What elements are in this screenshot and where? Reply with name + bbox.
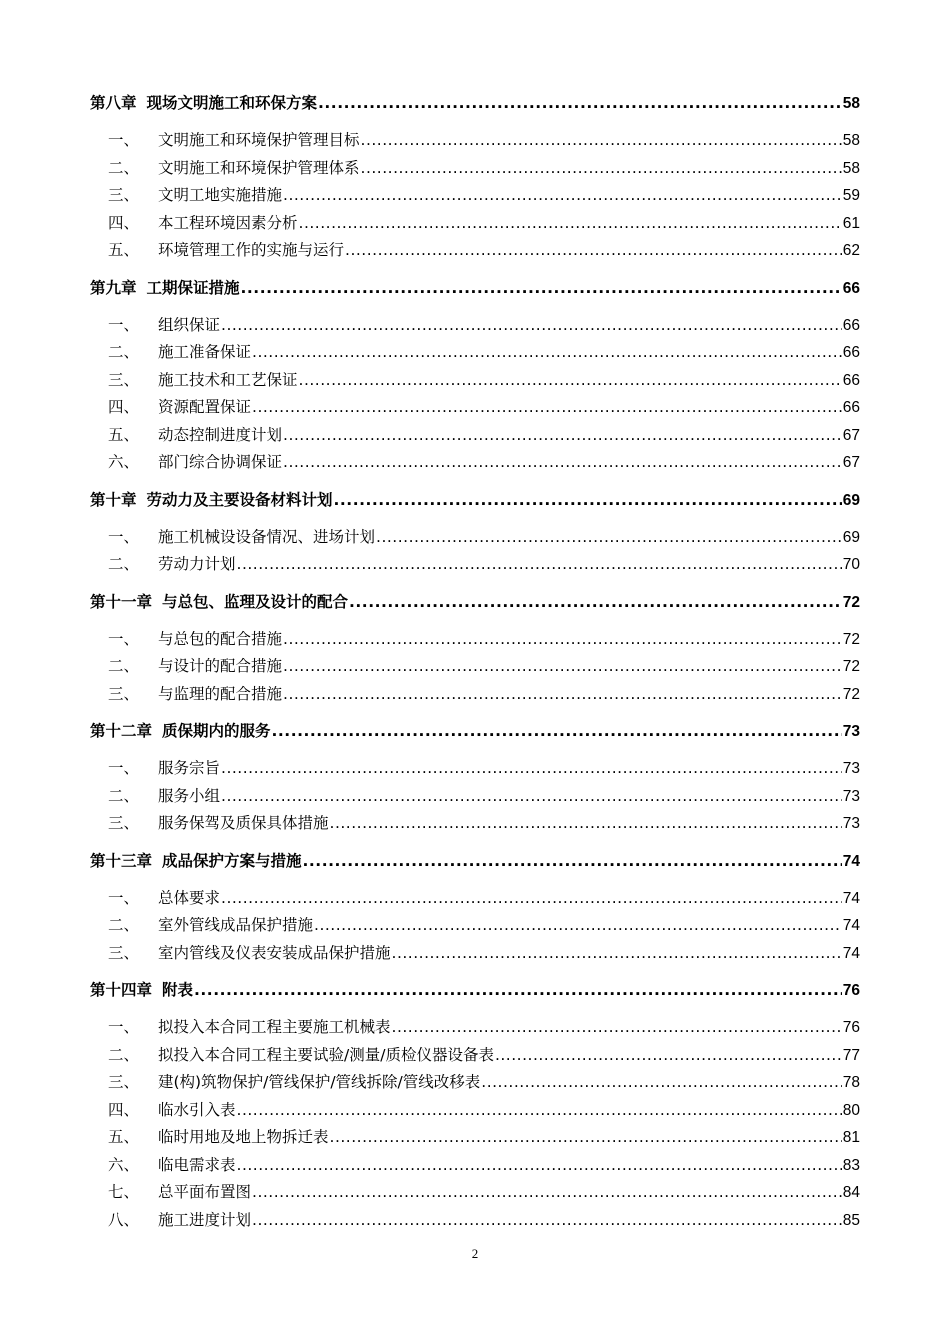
toc-dot-leader bbox=[318, 90, 842, 117]
toc-entry-number: 三、 bbox=[108, 186, 140, 204]
toc-entry-page: 73 bbox=[842, 815, 860, 832]
toc-entry-title: 临电需求表 bbox=[158, 1155, 236, 1174]
toc-entry-title: 施工技术和工艺保证 bbox=[158, 370, 298, 389]
toc-entry-title: 临时用地及地上物拆迁表 bbox=[158, 1128, 329, 1146]
toc-entry-number: 第十章 bbox=[90, 490, 137, 509]
page-number: 2 bbox=[471, 1246, 479, 1261]
toc-entry-number: 三、 bbox=[108, 684, 140, 703]
toc-entry-title: 总平面布置图 bbox=[158, 1183, 252, 1201]
toc-entry-page: 81 bbox=[842, 1129, 860, 1146]
toc-entry-page: 74 bbox=[842, 944, 860, 962]
toc-entry-title: 与总包、监理及设计的配合 bbox=[162, 592, 349, 611]
toc-entry-title: 服务小组 bbox=[158, 786, 221, 805]
toc-dot-leader bbox=[299, 367, 842, 395]
toc-dot-leader bbox=[272, 718, 842, 745]
toc-entry-title: 施工进度计划 bbox=[158, 1210, 252, 1229]
toc-entry-page: 77 bbox=[842, 1046, 860, 1064]
toc-dot-leader bbox=[237, 551, 842, 579]
toc-chapter-entry[interactable] bbox=[90, 848, 860, 875]
toc-dot-leader bbox=[334, 487, 842, 514]
toc-section-entry[interactable] bbox=[90, 810, 860, 838]
toc-entry-title: 拟投入本合同工程主要施工机械表 bbox=[158, 1018, 391, 1036]
toc-chapter-entry[interactable] bbox=[90, 90, 860, 117]
toc-dot-leader bbox=[495, 1042, 842, 1070]
toc-entry-number: 二、 bbox=[108, 343, 140, 361]
toc-section-entry[interactable] bbox=[90, 237, 860, 265]
toc-entry-title: 与总包的配合措施 bbox=[158, 629, 283, 648]
toc-entry-page: 74 bbox=[842, 852, 860, 870]
toc-entry-title: 组织保证 bbox=[158, 315, 221, 334]
toc-dot-leader bbox=[303, 848, 842, 875]
toc-dot-leader bbox=[237, 1097, 842, 1125]
toc-entry-title: 劳动力及主要设备材料计划 bbox=[146, 490, 333, 509]
toc-entry-page: 59 bbox=[842, 187, 860, 204]
toc-entry-number: 五、 bbox=[108, 1128, 140, 1146]
toc-dot-leader bbox=[283, 422, 842, 450]
toc-entry-title: 资源配置保证 bbox=[158, 398, 252, 416]
toc-dot-leader bbox=[283, 653, 842, 681]
toc-entry-page: 66 bbox=[842, 371, 860, 389]
toc-section-entry[interactable] bbox=[90, 755, 860, 783]
toc-section-entry[interactable] bbox=[90, 210, 860, 238]
toc-entry-page: 72 bbox=[842, 658, 860, 675]
toc-section-entry[interactable] bbox=[90, 339, 860, 367]
toc-section-entry[interactable] bbox=[90, 551, 860, 579]
toc-entry-page: 84 bbox=[842, 1184, 860, 1201]
toc-entry-number: 四、 bbox=[108, 398, 140, 416]
toc-section-entry[interactable] bbox=[90, 1014, 860, 1042]
toc-dot-leader bbox=[283, 681, 842, 709]
toc-dot-leader bbox=[194, 977, 842, 1004]
toc-dot-leader bbox=[481, 1069, 841, 1097]
toc-section-entry[interactable] bbox=[90, 367, 860, 395]
toc-section-entry[interactable] bbox=[90, 653, 860, 681]
toc-section-entry[interactable] bbox=[90, 1042, 860, 1070]
toc-dot-leader bbox=[392, 940, 842, 968]
toc-section-entry[interactable] bbox=[90, 912, 860, 940]
toc-dot-leader bbox=[330, 810, 842, 838]
toc-section-entry[interactable] bbox=[90, 681, 860, 709]
toc-entry-title: 与监理的配合措施 bbox=[158, 684, 283, 703]
toc-entry-page: 72 bbox=[842, 630, 860, 648]
toc-section-entry[interactable] bbox=[90, 1179, 860, 1207]
toc-entry-title: 本工程环境因素分析 bbox=[158, 213, 298, 232]
toc-entry-title: 劳动力计划 bbox=[158, 555, 236, 573]
toc-dot-leader bbox=[221, 312, 842, 340]
toc-dot-leader bbox=[252, 394, 842, 422]
toc-entry-title: 文明施工和环境保护管理目标 bbox=[158, 131, 360, 149]
toc-section-entry[interactable] bbox=[90, 524, 860, 552]
toc-entry-number: 一、 bbox=[108, 131, 140, 149]
toc-entry-number: 五、 bbox=[108, 425, 140, 444]
toc-dot-leader bbox=[252, 1179, 842, 1207]
toc-section-entry[interactable] bbox=[90, 182, 860, 210]
toc-section-entry[interactable] bbox=[90, 155, 860, 183]
toc-entry-page: 72 bbox=[842, 685, 860, 703]
toc-dot-leader bbox=[376, 524, 842, 552]
toc-entry-title: 文明施工和环境保护管理体系 bbox=[158, 158, 360, 177]
toc-entry-page: 69 bbox=[842, 491, 860, 509]
toc-entry-title: 室内管线及仪表安装成品保护措施 bbox=[158, 943, 391, 962]
toc-entry-number: 第十二章 bbox=[90, 722, 153, 740]
toc-section-entry[interactable] bbox=[90, 1207, 860, 1235]
toc-entry-page: 74 bbox=[842, 889, 860, 907]
toc-entry-number: 二、 bbox=[108, 657, 140, 675]
toc-entry-page: 85 bbox=[842, 1211, 860, 1229]
toc-entry-title: 部门综合协调保证 bbox=[158, 453, 283, 471]
toc-entry-page: 73 bbox=[842, 760, 860, 777]
toc-entry-number: 第八章 bbox=[90, 94, 137, 112]
toc-entry-page: 70 bbox=[842, 556, 860, 573]
toc-section-entry[interactable] bbox=[90, 312, 860, 340]
toc-dot-leader bbox=[241, 275, 842, 302]
toc-dot-leader bbox=[330, 1124, 842, 1152]
toc-section-entry[interactable] bbox=[90, 940, 860, 968]
toc-section-entry[interactable] bbox=[90, 1097, 860, 1125]
toc-entry-page: 66 bbox=[842, 316, 860, 334]
toc-entry-title: 文明工地实施措施 bbox=[158, 186, 283, 204]
toc-entry-title: 施工机械设设备情况、进场计划 bbox=[158, 527, 376, 546]
toc-dot-leader bbox=[283, 626, 842, 654]
toc-entry-page: 76 bbox=[842, 1019, 860, 1036]
toc-entry-title: 施工准备保证 bbox=[158, 343, 252, 361]
toc-entry-number: 八、 bbox=[108, 1210, 140, 1229]
toc-dot-leader bbox=[314, 912, 842, 940]
toc-entry-page: 73 bbox=[842, 787, 860, 805]
toc-dot-leader bbox=[392, 1014, 842, 1042]
toc-entry-number: 二、 bbox=[108, 555, 140, 573]
toc-chapter-entry[interactable] bbox=[90, 487, 860, 514]
toc-entry-number: 七、 bbox=[108, 1183, 140, 1201]
toc-dot-leader bbox=[283, 449, 842, 477]
toc-entry-page: 78 bbox=[842, 1074, 860, 1091]
toc-chapter-entry[interactable] bbox=[90, 589, 860, 616]
toc-dot-leader bbox=[361, 127, 842, 155]
table-of-contents bbox=[90, 90, 860, 1234]
toc-entry-title: 室外管线成品保护措施 bbox=[158, 916, 314, 934]
toc-entry-page: 67 bbox=[842, 454, 860, 471]
toc-section-entry[interactable] bbox=[90, 422, 860, 450]
toc-entry-number: 一、 bbox=[108, 1018, 140, 1036]
toc-dot-leader bbox=[252, 1207, 842, 1235]
toc-entry-number: 三、 bbox=[108, 1073, 140, 1091]
toc-section-entry[interactable] bbox=[90, 394, 860, 422]
toc-entry-page: 74 bbox=[842, 917, 860, 934]
toc-entry-number: 六、 bbox=[108, 1155, 140, 1174]
toc-entry-number: 二、 bbox=[108, 786, 140, 805]
toc-entry-number: 二、 bbox=[108, 1045, 140, 1064]
toc-dot-leader bbox=[283, 182, 842, 210]
toc-dot-leader bbox=[345, 237, 842, 265]
toc-dot-leader bbox=[221, 755, 842, 783]
toc-entry-title: 现场文明施工和环保方案 bbox=[146, 94, 318, 112]
toc-section-entry[interactable] bbox=[90, 783, 860, 811]
toc-entry-title: 成品保护方案与措施 bbox=[162, 851, 302, 870]
toc-entry-number: 三、 bbox=[108, 943, 140, 962]
toc-entry-number: 一、 bbox=[108, 888, 140, 907]
toc-section-entry[interactable] bbox=[90, 885, 860, 913]
toc-entry-title: 服务保驾及质保具体措施 bbox=[158, 814, 329, 832]
toc-entry-number: 一、 bbox=[108, 527, 140, 546]
toc-entry-page: 72 bbox=[842, 593, 860, 611]
toc-entry-number: 四、 bbox=[108, 213, 140, 232]
toc-entry-number: 三、 bbox=[108, 370, 140, 389]
toc-entry-title: 环境管理工作的实施与运行 bbox=[158, 241, 345, 259]
toc-entry-number: 三、 bbox=[108, 814, 140, 832]
toc-entry-page: 67 bbox=[842, 426, 860, 444]
toc-section-entry[interactable] bbox=[90, 1152, 860, 1180]
toc-entry-number: 一、 bbox=[108, 315, 140, 334]
toc-entry-number: 六、 bbox=[108, 453, 140, 471]
toc-dot-leader bbox=[221, 783, 842, 811]
toc-section-entry[interactable] bbox=[90, 449, 860, 477]
toc-entry-title: 临水引入表 bbox=[158, 1100, 236, 1119]
toc-entry-page: 80 bbox=[842, 1101, 860, 1119]
toc-dot-leader bbox=[299, 210, 842, 238]
toc-entry-page: 66 bbox=[842, 399, 860, 416]
toc-entry-page: 73 bbox=[842, 723, 860, 740]
toc-section-entry[interactable] bbox=[90, 1069, 860, 1097]
toc-entry-page: 76 bbox=[842, 982, 860, 999]
toc-section-entry[interactable] bbox=[90, 1124, 860, 1152]
toc-section-entry[interactable] bbox=[90, 626, 860, 654]
toc-entry-page: 66 bbox=[842, 344, 860, 361]
toc-entry-number: 第九章 bbox=[90, 278, 137, 297]
toc-entry-title: 服务宗旨 bbox=[158, 759, 221, 777]
toc-entry-number: 第十一章 bbox=[90, 592, 153, 611]
toc-entry-title: 工期保证措施 bbox=[146, 278, 240, 297]
toc-entry-title: 质保期内的服务 bbox=[162, 722, 271, 740]
toc-chapter-entry[interactable] bbox=[90, 275, 860, 302]
toc-entry-page: 69 bbox=[842, 528, 860, 546]
toc-entry-title: 与设计的配合措施 bbox=[158, 657, 283, 675]
toc-entry-page: 83 bbox=[842, 1156, 860, 1174]
toc-entry-page: 61 bbox=[842, 214, 860, 232]
toc-dot-leader bbox=[252, 339, 842, 367]
toc-chapter-entry[interactable] bbox=[90, 718, 860, 745]
toc-entry-title: 建(构)筑物保护/管线保护/管线拆除/管线改移表 bbox=[158, 1073, 481, 1091]
toc-entry-number: 四、 bbox=[108, 1100, 140, 1119]
toc-section-entry[interactable] bbox=[90, 127, 860, 155]
toc-entry-number: 二、 bbox=[108, 158, 140, 177]
toc-entry-number: 一、 bbox=[108, 629, 140, 648]
toc-entry-page: 66 bbox=[842, 279, 860, 297]
toc-entry-number: 二、 bbox=[108, 916, 140, 934]
toc-entry-title: 总体要求 bbox=[158, 888, 221, 907]
toc-dot-leader bbox=[361, 155, 842, 183]
toc-entry-page: 62 bbox=[842, 242, 860, 259]
toc-dot-leader bbox=[221, 885, 842, 913]
toc-entry-number: 第十四章 bbox=[90, 981, 153, 999]
toc-entry-title: 附表 bbox=[162, 981, 194, 999]
toc-entry-page: 58 bbox=[842, 159, 860, 177]
toc-entry-number: 第十三章 bbox=[90, 851, 153, 870]
toc-entry-title: 拟投入本合同工程主要试验/测量/质检仪器设备表 bbox=[158, 1045, 494, 1064]
toc-entry-page: 58 bbox=[842, 95, 860, 112]
toc-entry-number: 一、 bbox=[108, 759, 140, 777]
toc-entry-page: 58 bbox=[842, 132, 860, 149]
toc-entry-title: 动态控制进度计划 bbox=[158, 425, 283, 444]
toc-entry-number: 五、 bbox=[108, 241, 140, 259]
toc-chapter-entry[interactable] bbox=[90, 977, 860, 1004]
toc-dot-leader bbox=[237, 1152, 842, 1180]
toc-dot-leader bbox=[349, 589, 842, 616]
